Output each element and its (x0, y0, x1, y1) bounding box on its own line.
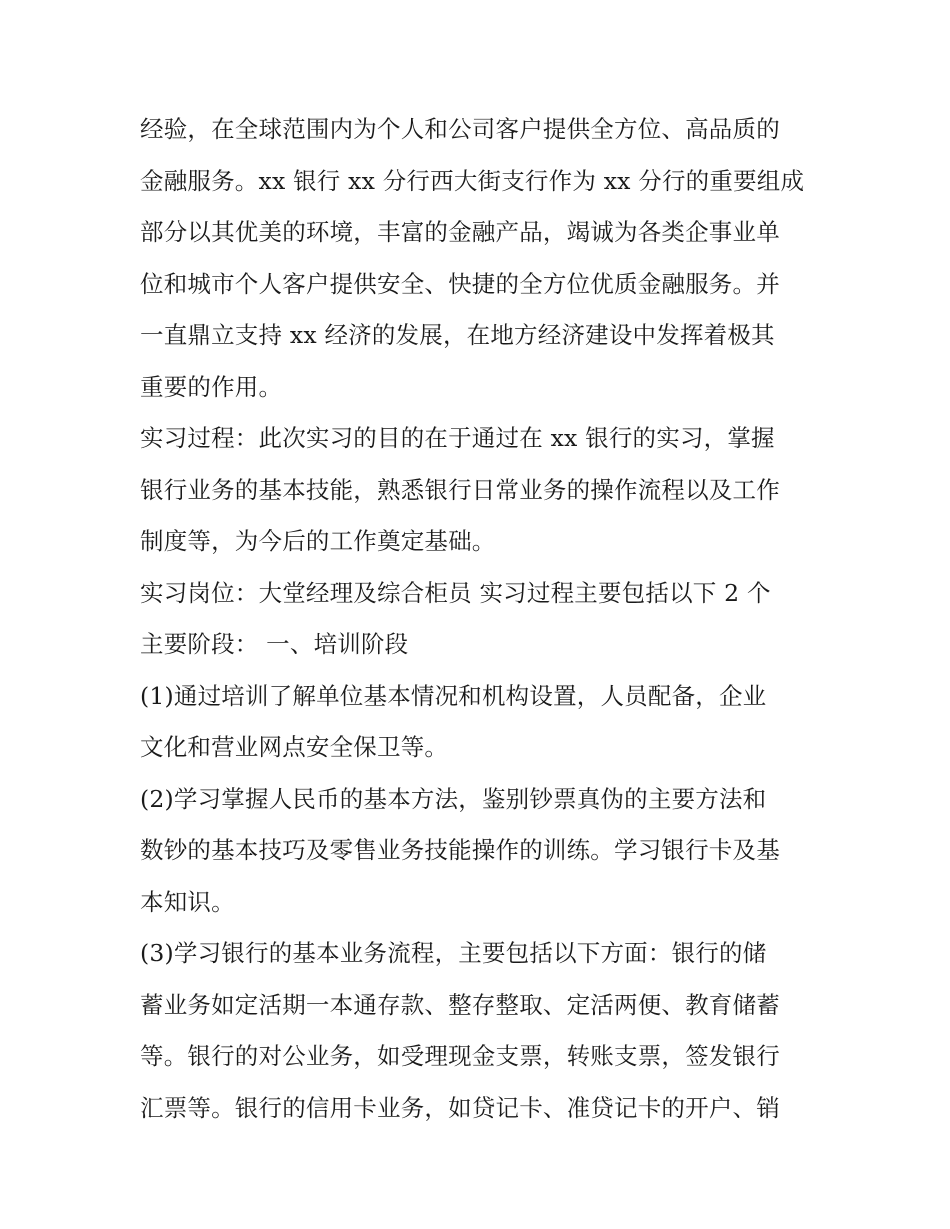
text-line: 蓄业务如定活期一本通存款、整存整取、定活两便、教育储蓄 (140, 990, 780, 1019)
document-body (140, 104, 820, 1134)
text-line: 主要阶段： 一、培训阶段 (140, 630, 409, 658)
text-line: 实习岗位：大堂经理及综合柜员 实习过程主要包括以下 2 个 (140, 578, 771, 607)
text-line: 经验，在全球范围内为个人和公司客户提供全方位、高品质的 (140, 115, 780, 143)
text-line: 文化和营业网点安全保卫等。 (140, 733, 449, 761)
text-line: 一直鼎立支持 xx 经济的发展，在地方经济建设中发挥着极其 (140, 321, 775, 349)
text-line: 位和城市个人客户提供安全、快捷的全方位优质金融服务。并 (140, 269, 780, 298)
text-line: 本知识。 (140, 887, 235, 916)
text-line: 制度等，为今后的工作奠定基础。 (140, 527, 496, 555)
text-line: (1)通过培训了解单位基本情况和机构设置，人员配备，企业 (140, 681, 767, 710)
text-line: (2)学习掌握人民币的基本方法，鉴别钞票真伪的主要方法和 (140, 784, 767, 813)
text-line: (3)学习银行的基本业务流程，主要包括以下方面：银行的储 (140, 939, 767, 967)
text-line: 重要的作用。 (140, 372, 283, 401)
text-line: 汇票等。银行的信用卡业务，如贷记卡、准贷记卡的开户、销 (140, 1093, 780, 1122)
text-line: 数钞的基本技巧及零售业务技能操作的训练。学习银行卡及基 (140, 836, 780, 864)
text-line: 银行业务的基本技能，熟悉银行日常业务的操作流程以及工作 (140, 475, 780, 504)
text-line: 部分以其优美的环境，丰富的金融产品，竭诚为各类企事业单 (140, 218, 780, 246)
text-line: 金融服务。xx 银行 xx 分行西大街支行作为 xx 分行的重要组成 (140, 166, 805, 195)
text-line: 实习过程：此次实习的目的在于通过在 xx 银行的实习，掌握 (140, 424, 775, 452)
text-line: 等。银行的对公业务，如受理现金支票，转账支票，签发银行 (140, 1042, 780, 1070)
